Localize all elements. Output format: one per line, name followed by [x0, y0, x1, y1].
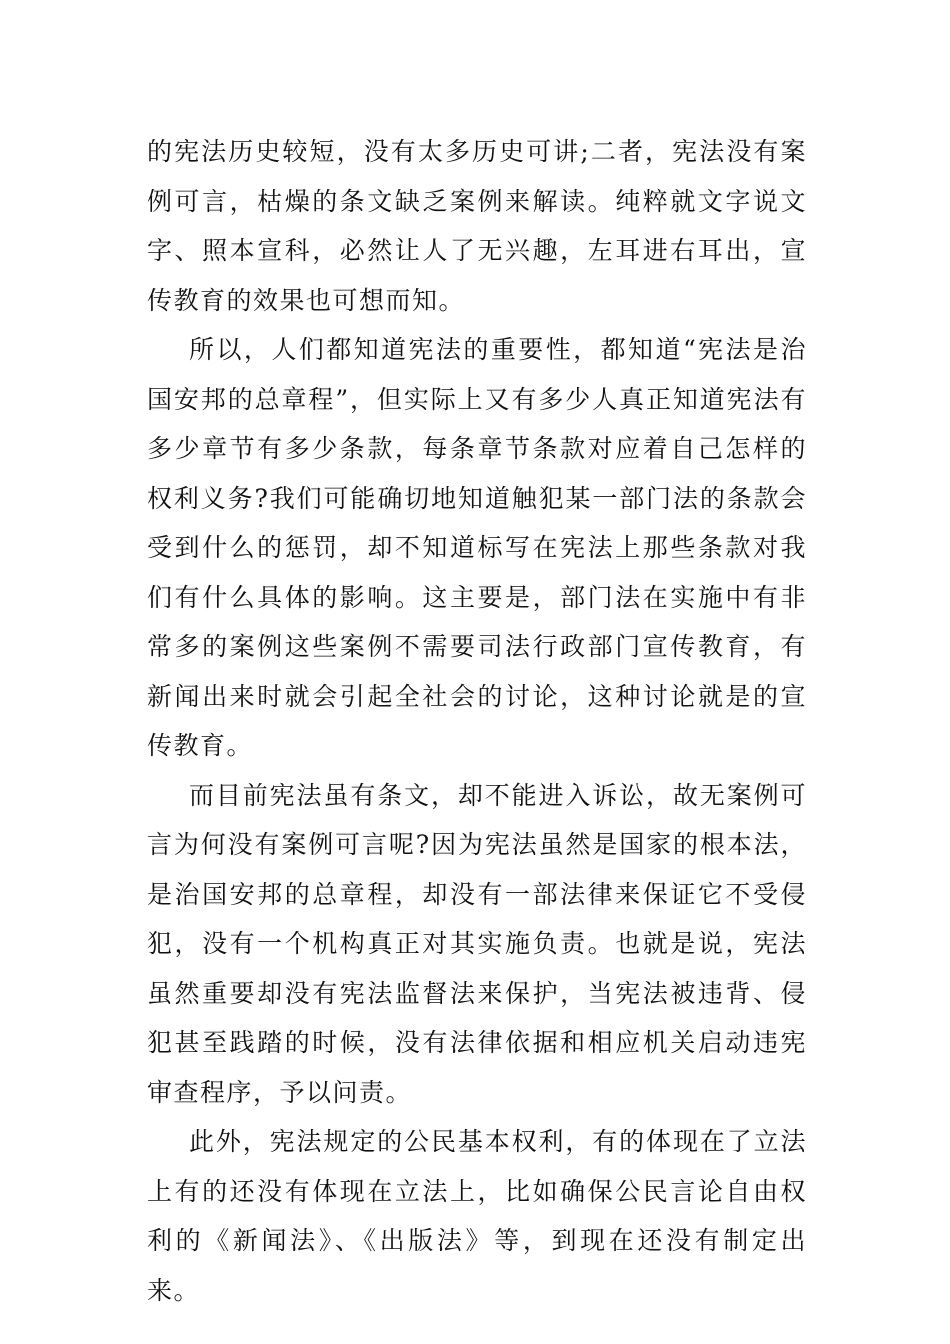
- document-body: [147, 127, 807, 1315]
- paragraph-1: 的宪法历史较短，没有太多历史可讲;二者，宪法没有案例可言，枯燥的条文缺乏案例来解读。纯粹就文字说文字、照本宣科，必然让人了无兴趣，左耳进右耳出，宣传教育的效果也可想而知。: [147, 137, 807, 315]
- paragraph-4: 此外，宪法规定的公民基本权利，有的体现在了立法上有的还没有体现在立法上，比如确保公民言论自由权利的《新闻法》、《出版法》等，到现在还没有制定出来。: [147, 1127, 807, 1305]
- paragraph-2: 所以，人们都知道宪法的重要性，都知道“宪法是治国安邦的总章程”，但实际上又有多少人真正知道宪法有多少章节有多少条款，每条章节条款对应着自己怎样的权利义务?我们可能确切地知道触犯某一部门法的条款会受到什么的惩罚，却不知道标写在宪法上那些条款对我们有什么具体的影响。这主要是，部门法在实施中有非常多的案例这些案例不需要司法行政部门宣传教育，有新闻出来时就会引起全社会的讨论，这种讨论就是的宣传教育。: [147, 335, 807, 760]
- paragraph-3: 而目前宪法虽有条文，却不能进入诉讼，故无案例可言为何没有案例可言呢?因为宪法虽然是国家的根本法，是治国安邦的总章程，却没有一部法律来保证它不受侵犯，没有一个机构真正对其实施负责。也就是说，宪法虽然重要却没有宪法监督法来保护，当宪法被违背、侵犯甚至践踏的时候，没有法律依据和相应机关启动违宪审查程序，予以问责。: [147, 780, 807, 1107]
